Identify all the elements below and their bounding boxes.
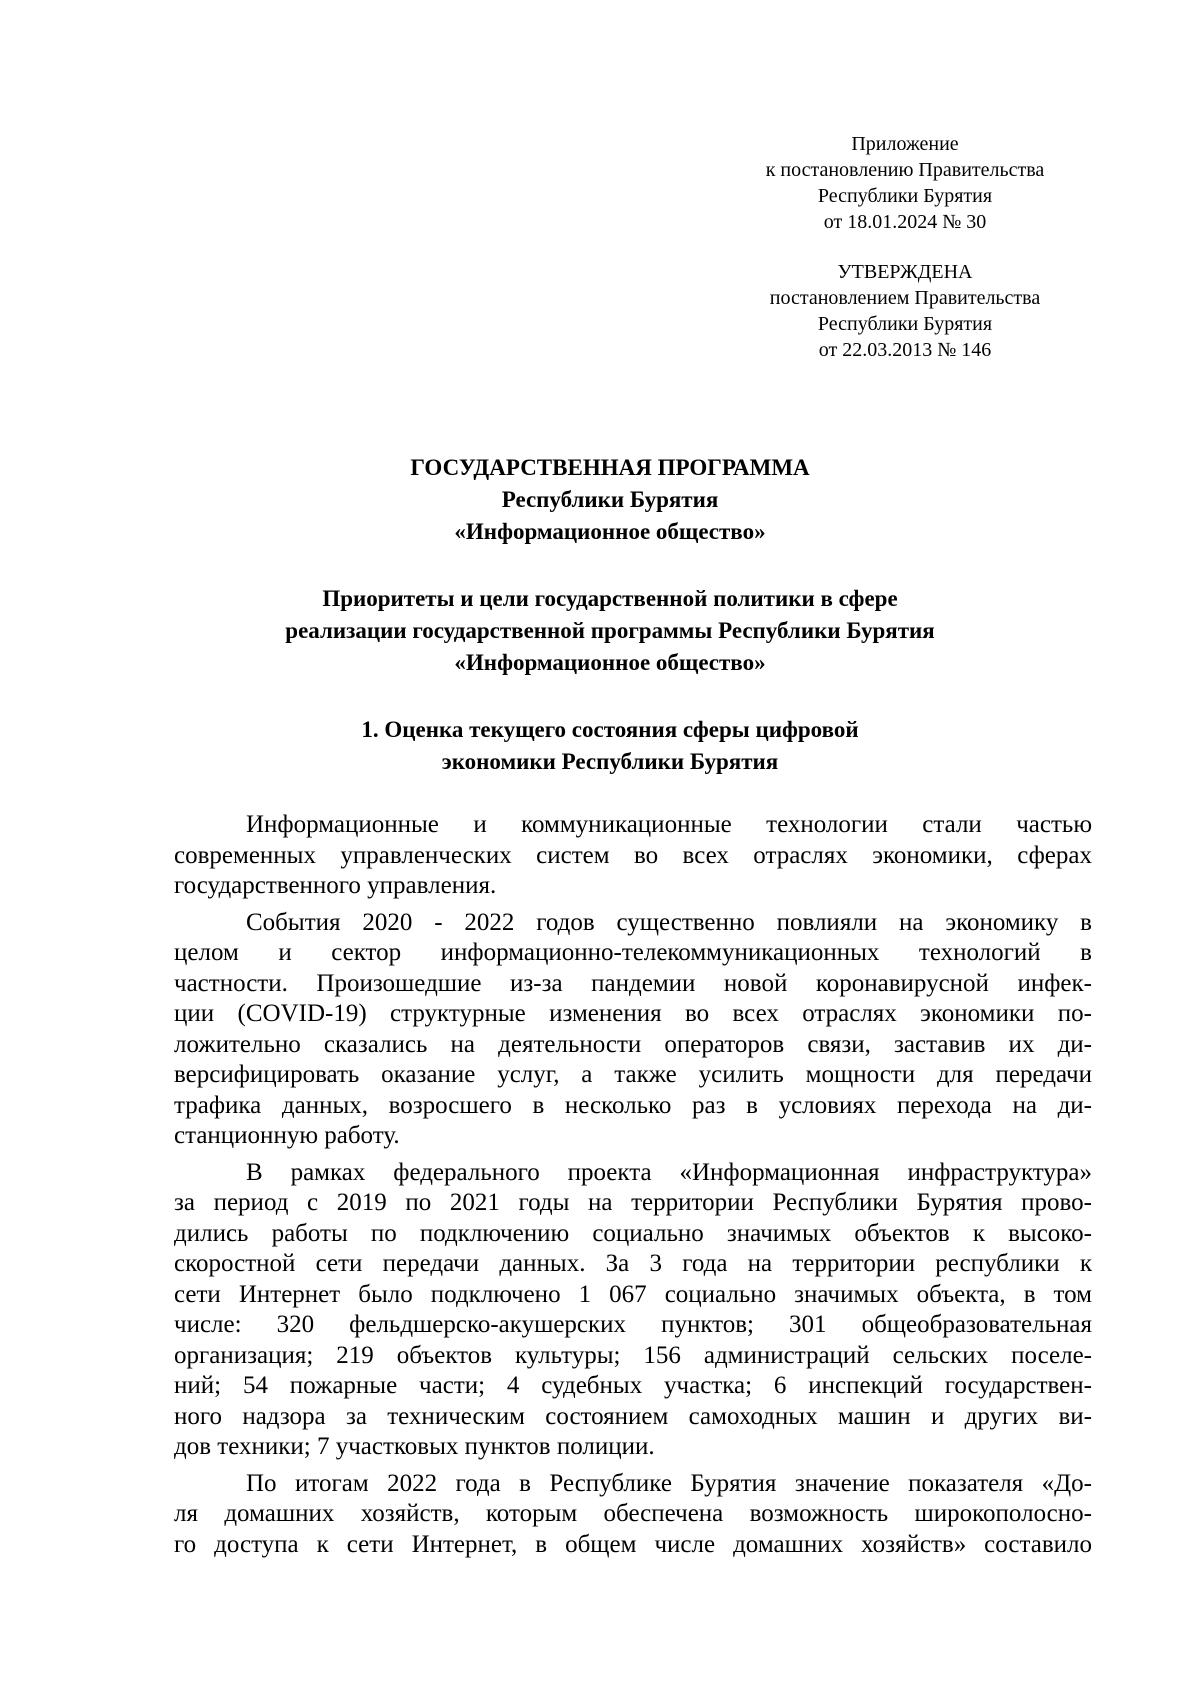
document-body	[174, 810, 1092, 1566]
appendix-line-1: Приложение	[851, 133, 959, 155]
text-line: дов техники; 7 участковых пунктов полиции.	[174, 1433, 655, 1460]
appendix-line-4: от 18.01.2024 № 30	[823, 211, 987, 233]
text-line: ложительно сказались на деятельности операторов связи, заставив их ди-	[174, 1030, 1092, 1058]
text-line: трафика данных, возросшего в несколько раз в условиях перехода на ди-	[174, 1091, 1092, 1119]
text-line: версифицировать оказание услуг, а также усилить мощности для передачи	[174, 1061, 1092, 1088]
paragraph	[174, 1469, 1092, 1561]
text-line: дились работы по подключению социально значимых объектов к высоко-	[174, 1219, 1092, 1247]
paragraph	[174, 1158, 1092, 1463]
text-line: В рамках федерального проекта «Информационная инфраструктура»	[246, 1158, 1092, 1186]
approved-line-1: УТВЕРЖДЕНА	[837, 261, 973, 283]
approved-line-3: Республики Бурятия	[817, 313, 993, 335]
approved-line-4: от 22.03.2013 № 146	[818, 339, 992, 361]
text-line: Информационные и коммуникационные технологии стали частью	[246, 811, 1092, 838]
priorities-title-line-1: Приоритеты и цели государственной политики в сфере	[322, 586, 898, 611]
approved-line-2: постановлением Правительства	[769, 287, 1041, 309]
program-title-line-2: Республики Бурятия	[501, 487, 719, 512]
text-line: частности. Произошедшие из-за пандемии новой коронавирусной инфек-	[174, 969, 1092, 997]
text-line: По итогам 2022 года в Республике Бурятия значение показателя «До-	[246, 1469, 1092, 1497]
text-line: скоростной сети передачи данных. За 3 года на территории республики к	[174, 1250, 1092, 1277]
text-line: сети Интернет было подключено 1 067 социально значимых объекта, в том	[174, 1280, 1092, 1308]
text-line: События 2020 - 2022 годов существенно повлияли на экономику в	[246, 908, 1092, 936]
paragraph	[174, 908, 1092, 1152]
text-line: государственного управления.	[174, 872, 497, 899]
section-title-line-1: 1. Оценка текущего состояния сферы цифровой	[361, 717, 859, 742]
text-line: ции (COVID-19) структурные изменения во всех отраслях экономики по-	[174, 1000, 1092, 1027]
spacer	[160, 679, 1060, 714]
priorities-title-line-2: реализации государственной программы Республики Бурятия	[285, 618, 935, 643]
appendix-header	[725, 131, 1085, 363]
spacer	[160, 548, 1060, 583]
priorities-title-line-3: «Информационное общество»	[454, 650, 766, 675]
text-line: современных управленческих систем во всех отраслях экономики, сферах	[174, 841, 1092, 869]
spacer	[725, 235, 1085, 259]
text-line: го доступа к сети Интернет, в общем числе домашних хозяйств» составило	[174, 1530, 1092, 1558]
program-title-line-3: «Информационное общество»	[454, 519, 766, 544]
text-line: станционную работу.	[174, 1122, 400, 1149]
text-line: ля домашних хозяйств, которым обеспечена возможность широкополосно-	[174, 1500, 1092, 1527]
text-line: за период с 2019 по 2021 годы на территории Республики Бурятия прово-	[174, 1189, 1092, 1216]
text-line: целом и сектор информационно-телекоммуникационных технологий в	[174, 939, 1092, 966]
program-title-line-1: ГОСУДАРСТВЕННАЯ ПРОГРАММА	[410, 455, 810, 480]
appendix-line-3: Республики Бурятия	[817, 185, 993, 207]
appendix-line-2: к постановлению Правительства	[765, 159, 1045, 181]
text-line: организация; 219 объектов культуры; 156 администраций сельских поселе-	[174, 1341, 1092, 1369]
paragraph	[174, 810, 1092, 902]
text-line: числе: 320 фельдшерско-акушерских пунктов; 301 общеобразовательная	[174, 1311, 1092, 1338]
text-line: ний; 54 пожарные части; 4 судебных участка; 6 инспекций государствен-	[174, 1372, 1092, 1399]
section-title-line-2: экономики Республики Бурятия	[441, 749, 779, 774]
text-line: ного надзора за техническим состоянием самоходных машин и других ви-	[174, 1402, 1092, 1430]
title-block	[160, 452, 1060, 778]
